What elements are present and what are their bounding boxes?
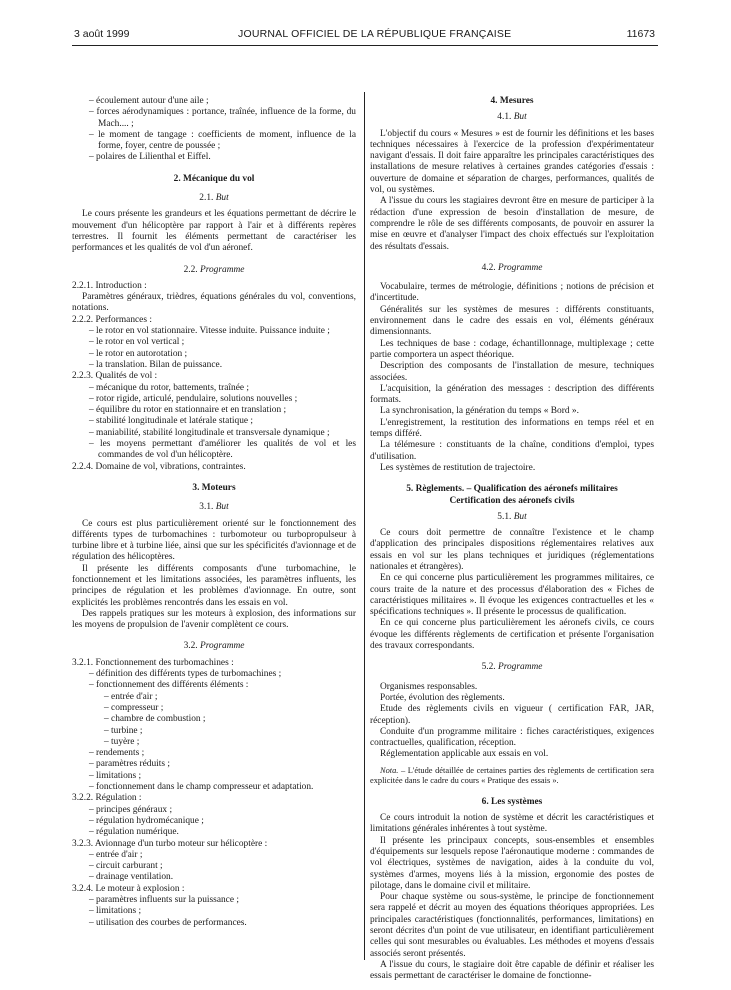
paragraph: Organismes responsables. xyxy=(380,681,478,692)
subsection-heading: 3.2. Programme xyxy=(183,641,245,652)
list-item: – drainage ventilation. xyxy=(89,872,174,883)
list-item: – le rotor en vol stationnaire. Vitesse induite. Puissance induite ; xyxy=(89,326,330,337)
list-item: – les moyens permettant d'améliorer les qualités de vol et les commandes de vol d'un hélicoptère. xyxy=(89,439,356,461)
paragraph: Réglementation applicable aux essais en vol. xyxy=(380,749,549,760)
item-heading: 2.2.3. Qualités de vol : xyxy=(72,371,158,382)
list-item: – équilibre du rotor en stationnaire et en translation ; xyxy=(89,405,287,416)
paragraph: Des rappels pratiques sur les moteurs à explosion, des informations sur les moyens de propulsion de l'avenir complètent ce cours. xyxy=(72,608,356,631)
paragraph: Pour chaque système ou sous-système, le principe de fonctionnement sera rappelé et décrit au moyen des équations théoriques appropriées. Les principales caractéristiques (fonctionnalités, performances, limitations) en seront décrites d'un point de vue utilisateur, en identifiant particulièrement celles qui sont mesurables ou évaluables. Les méthodes et moyens d'essais associés seront présentés. xyxy=(370,892,654,959)
subsection-heading: 4.2. Programme xyxy=(481,262,543,273)
paragraph: A l'issue du cours les stagiaires devront être en mesure de participer à la rédaction d'une expression de besoin d'installation de mesure, de comprendre le rôle de ses différents composants, de pouvoir en assurer la mise en œuvre et d'analyser l'impact des choix effectués sur l'exploitation des résultats d'essais. xyxy=(370,196,654,252)
section-heading: 4. Mesures xyxy=(490,96,534,106)
paragraph: A l'issue du cours, le stagiaire doit être capable de définir et réaliser les essais permettant de caractériser le domaine de fonctionne- xyxy=(370,959,654,982)
list-item: – entrée d'air ; xyxy=(89,849,143,860)
list-item: – régulation numérique. xyxy=(89,827,179,838)
item-heading: 3.2.3. Avionnage d'un turbo moteur sur hélicoptère : xyxy=(72,838,268,849)
header-rule xyxy=(72,45,658,46)
paragraph: La télémesure : constituants de la chaîne, conditions d'emploi, types d'utilisation. xyxy=(370,440,654,462)
subsection-heading: 5.1. But xyxy=(497,511,527,522)
list-item: – le rotor en autorotation ; xyxy=(89,348,188,359)
list-item: – rotor rigide, articulé, pendulaire, solutions nouvelles ; xyxy=(89,393,298,404)
paragraph: L'acquisition, la génération des messages : description des différents formats. xyxy=(370,383,654,406)
right-column xyxy=(370,96,654,982)
paragraph: Le cours présente les grandeurs et les équations permettant de décrire le mouvement d'un hélicoptère par rapport à l'air et à différents repères terrestres. Il fournit les éléments permettant de caractériser les performances et les qualités de vol d'un aéronef. xyxy=(72,209,356,254)
list-item: – régulation hydromécanique ; xyxy=(89,815,204,826)
paragraph: Paramètres généraux, trièdres, équations générales du vol, conventions, notations. xyxy=(72,292,356,314)
list-item: – maniabilité, stabilité longitudinale et transversale dynamique ; xyxy=(89,427,330,438)
list-item: – le rotor en vol vertical ; xyxy=(89,337,185,348)
section-heading: Certification des aéronefs civils xyxy=(449,495,575,506)
list-item: – paramètres influents sur la puissance ; xyxy=(89,895,239,905)
paragraph: Ce cours doit permettre de connaître l'existence et le champ d'application des principales dispositions réglementaires relatives aux essais en vol sur les plans techniques et juridiques (réglementations nationales et étrangères). xyxy=(370,528,654,572)
item-heading: 2.2.2. Performances : xyxy=(72,314,152,325)
note: Nota. – L'étude détaillée de certaines parties des règlements de certification sera explicitée dans le cadre du cours « Pratique des essais ». xyxy=(370,765,654,786)
list-item: – fonctionnement des différents éléments : xyxy=(89,680,249,691)
list-item: – rendements ; xyxy=(89,748,145,759)
list-item: – compresseur ; xyxy=(104,702,164,713)
item-heading: 2.2.1. Introduction : xyxy=(72,280,147,291)
paragraph: Etude des règlements civils en vigueur ( certification FAR, JAR, réception). xyxy=(370,704,654,726)
header-page-number: 11673 xyxy=(626,28,655,40)
column-divider xyxy=(364,92,365,960)
list-item: – limitations ; xyxy=(89,906,142,917)
list-item: – forces aérodynamiques : portance, traînée, influence de la forme, du Mach.... ; xyxy=(89,107,356,129)
left-column xyxy=(72,96,356,929)
paragraph: Conduite d'un programme militaire : fiches caractéristiques, exigences contractuelles, qualification, réception. xyxy=(370,726,654,749)
paragraph: Ce cours est plus particulièrement orienté sur le fonctionnement des différents types de turbomachines : turbomoteur ou turbopropulseur à turbine libre et à turbine liée, ainsi que sur les spécificités d'avionnage et de régulation des hélicoptères. xyxy=(72,518,356,563)
paragraph: Les techniques de base : codage, échantillonnage, multiplexage ; cette partie comportera un aspect théorique. xyxy=(370,338,654,360)
paragraph: Il présente les différents composants d'une turbomachine, le fonctionnement et les limitations associées, les paramètres influents, les principes de régulation et les problèmes d'avionnage. En outre, sont explicités les problèmes rencontrés dans les essais en vol. xyxy=(72,563,356,608)
list-item: – principes généraux ; xyxy=(89,804,173,815)
header-date: 3 août 1999 xyxy=(74,28,130,40)
list-item: – chambre de combustion ; xyxy=(104,714,206,725)
paragraph: Les systèmes de restitution de trajectoire. xyxy=(380,462,536,473)
paragraph: La synchronisation, la génération du temps « Bord ». xyxy=(380,406,579,417)
paragraph: L'enregistrement, la restitution des informations en temps réel et en temps différé. xyxy=(370,417,654,440)
list-item: – fonctionnement dans le champ compresseur et adaptation. xyxy=(89,782,314,793)
paragraph: Portée, évolution des règlements. xyxy=(380,692,505,703)
item-heading: 3.2.4. Le moteur à explosion : xyxy=(72,883,185,894)
subsection-heading: 2.1. But xyxy=(199,193,229,204)
list-item: – mécanique du rotor, battements, traînée ; xyxy=(89,382,249,393)
subsection-heading: 2.2. Programme xyxy=(183,264,245,275)
section-heading: 5. Règlements. – Qualification des aéronefs militaires xyxy=(406,484,618,495)
subsection-heading: 3.1. But xyxy=(199,502,229,513)
running-header xyxy=(0,28,731,42)
paragraph: L'objectif du cours « Mesures » est de fournir les définitions et les bases techniques nécessaires à l'exercice de la profession d'expérimentateur navigant d'essais. Il doit faire apparaître les principales caractéristiques des installations de mesure relatives à certaines grandes catégories d'essais : ouverture de domaine et séparation de charges, performances, qualités de vol, ou systèmes. xyxy=(370,128,654,196)
list-item: – définition des différents types de turbomachines ; xyxy=(89,669,282,680)
paragraph: Description des composants de l'installation de mesure, techniques associées. xyxy=(370,361,654,383)
section-heading: 2. Mécanique du vol xyxy=(173,173,255,184)
paragraph: Généralités sur les systèmes de mesures : différents constituants, environnement dans le cadre des essais en vol, éléments généraux dimensionnants. xyxy=(370,304,654,338)
list-item: – turbine ; xyxy=(104,725,143,736)
list-item: – le moment de tangage : coefficients de moment, influence de la forme, foyer, centre de poussée ; xyxy=(89,129,356,152)
paragraph: En ce qui concerne plus particulièrement les programmes militaires, ce cours traite de la nature et des processus d'élaboration des « Fiches de caractéristiques militaires ». Il évoque les exigences contractuelles et les « spécifications techniques ». Il présente le processus de qualification. xyxy=(370,573,654,618)
list-item: – stabilité longitudinale et latérale statique ; xyxy=(89,416,254,427)
list-item: – limitations ; xyxy=(89,770,142,781)
list-item: – polaires de Lilienthal et Eiffel. xyxy=(89,152,211,163)
paragraph: En ce qui concerne plus particulièrement les aéronefs civils, ce cours évoque les différents règlements de certification et présente l'organisation des travaux correspondants. xyxy=(370,618,654,652)
subsection-heading: 5.2. Programme xyxy=(481,662,543,673)
item-heading: 3.2.2. Régulation : xyxy=(72,793,142,804)
item-heading: 2.2.4. Domaine de vol, vibrations, contraintes. xyxy=(72,461,246,472)
section-heading: 6. Les systèmes xyxy=(481,796,543,807)
list-item: – écoulement autour d'une aile ; xyxy=(89,96,209,106)
item-heading: 3.2.1. Fonctionnement des turbomachines : xyxy=(72,657,234,668)
list-item: – tuyère ; xyxy=(104,736,140,747)
list-item: – utilisation des courbes de performances. xyxy=(89,917,247,928)
list-item: – la translation. Bilan de puissance. xyxy=(89,359,223,370)
paragraph: Ce cours introduit la notion de système et décrit les caractéristiques et limitations générales inhérentes à tout système. xyxy=(370,813,654,835)
list-item: – circuit carburant ; xyxy=(89,861,163,872)
paragraph: Vocabulaire, termes de métrologie, définitions ; notions de précision et d'incertitude. xyxy=(370,282,654,304)
header-journal-title: JOURNAL OFFICIEL DE LA RÉPUBLIQUE FRANÇAISE xyxy=(238,28,512,40)
list-item: – entrée d'air ; xyxy=(104,691,158,702)
section-heading: 3. Moteurs xyxy=(192,482,236,493)
subsection-heading: 4.1. But xyxy=(497,112,527,123)
paragraph: Il présente les principaux concepts, sous-ensembles et ensembles d'équipements sur lesquels repose l'aéronautique moderne : commandes de vol électriques, systèmes de navigation, aides à la conduite du vol, systèmes d'armes, moyens liés à la mission, ergonomie des postes de pilotage, dans le domaine civil et militaire. xyxy=(370,835,654,891)
list-item: – paramètres réduits ; xyxy=(89,759,170,770)
